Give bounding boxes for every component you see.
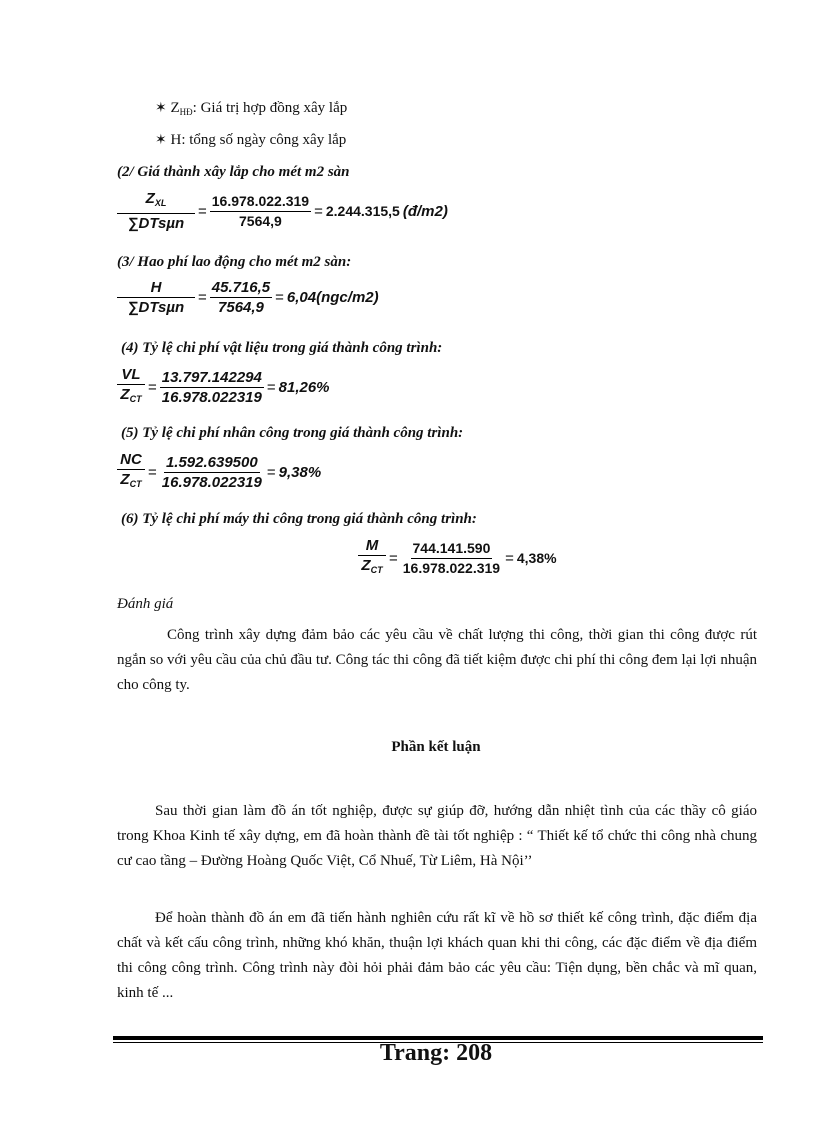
- star-icon: ✶: [155, 100, 167, 116]
- bullet-var-sub: HĐ: [179, 107, 193, 117]
- heading-3: (3/ Hao phí lao động cho mét m2 sàn:: [117, 254, 352, 270]
- heading-4: (4) Tỷ lệ chi phí vật liệu trong giá thành công trình:: [121, 340, 443, 356]
- bullet-var: Z: [170, 100, 180, 116]
- formula-6: $\frac{M}{Z_{CT}}$ = $\frac{744.141.590}{16.978.022.319}$ = 4,38%: [358, 537, 557, 579]
- heading-5: (5) Tỷ lệ chi phí nhân công trong giá thành công trình:: [121, 425, 464, 441]
- bullet-text: : Giá trị hợp đồng xây lắp: [192, 100, 348, 116]
- bullet-h: [155, 132, 346, 149]
- evaluation-paragraph: Công trình xây dựng đảm bảo các yêu cầu về chất lượng thi công, thời gian thi công được rút ngắn so với yêu cầu của chủ đầu tư. Công tác thi công đã tiết kiệm được chi phí thi công đem lại lợi nhuận cho công ty.: [117, 627, 757, 693]
- formula-3: $\frac{H}{\text{∑DTsµn}}$ = $\frac{45.716,5}{7564,9}$ = 6,04(ngc/m2): [117, 279, 379, 316]
- section-title: Phần kết luận: [391, 739, 481, 755]
- heading-2: (2/ Giá thành xây lắp cho mét m2 sàn: [117, 164, 350, 180]
- evaluation-label: Đánh giá: [117, 596, 174, 612]
- heading-6: (6) Tỷ lệ chi phí máy thi công trong giá thành công trình:: [121, 511, 477, 527]
- formula-5: $\frac{NC}{Z_{CT}}$ = $\frac{1.592.639500}{16.978.022319}$ = 9,38%: [117, 451, 321, 493]
- star-icon: ✶: [155, 132, 167, 148]
- formula-4: $\frac{VL}{Z_{CT}}$ = $\frac{13.797.142294}{16.978.022319}$ = 81,26%: [117, 366, 330, 408]
- page-number: Trang: 208: [379, 1040, 493, 1066]
- conclusion-paragraph-1: Sau thời gian làm đồ án tốt nghiệp, được sự giúp đỡ, hướng dẫn nhiệt tình của các thầy cô giáo trong Khoa Kinh tế xây dựng, em đã hoàn thành đề tài tốt nghiệp : “ Thiết kế tổ chức thi công nhà chung cư cao tầng – Đường Hoàng Quốc Việt, Cổ Nhuế, Từ Liêm, Hà Nội’’: [117, 803, 757, 869]
- formula-2: $\frac{Z_{XL}}{\text{∑DTsµn}}$ = $\frac{16.978.022.319}{7564,9}$ = 2.244.315,5 (đ/m2): [117, 190, 448, 232]
- bullet-zhd: [155, 100, 347, 117]
- conclusion-paragraph-2: Để hoàn thành đồ án em đã tiến hành nghiên cứu rất kĩ về hồ sơ thiết kế công trình, đặc điểm địa chất và kết cấu công trình, những khó khăn, thuận lợi khách quan khi thi công, các đặc điểm về địa điểm thi công công trình. Công trình này đòi hỏi phải đảm bảo các yêu cầu: Tiện dụng, bền chắc và mĩ quan, kinh tế ...: [117, 910, 757, 1001]
- bullet-text: H: tổng số ngày công xây lắp: [170, 132, 347, 148]
